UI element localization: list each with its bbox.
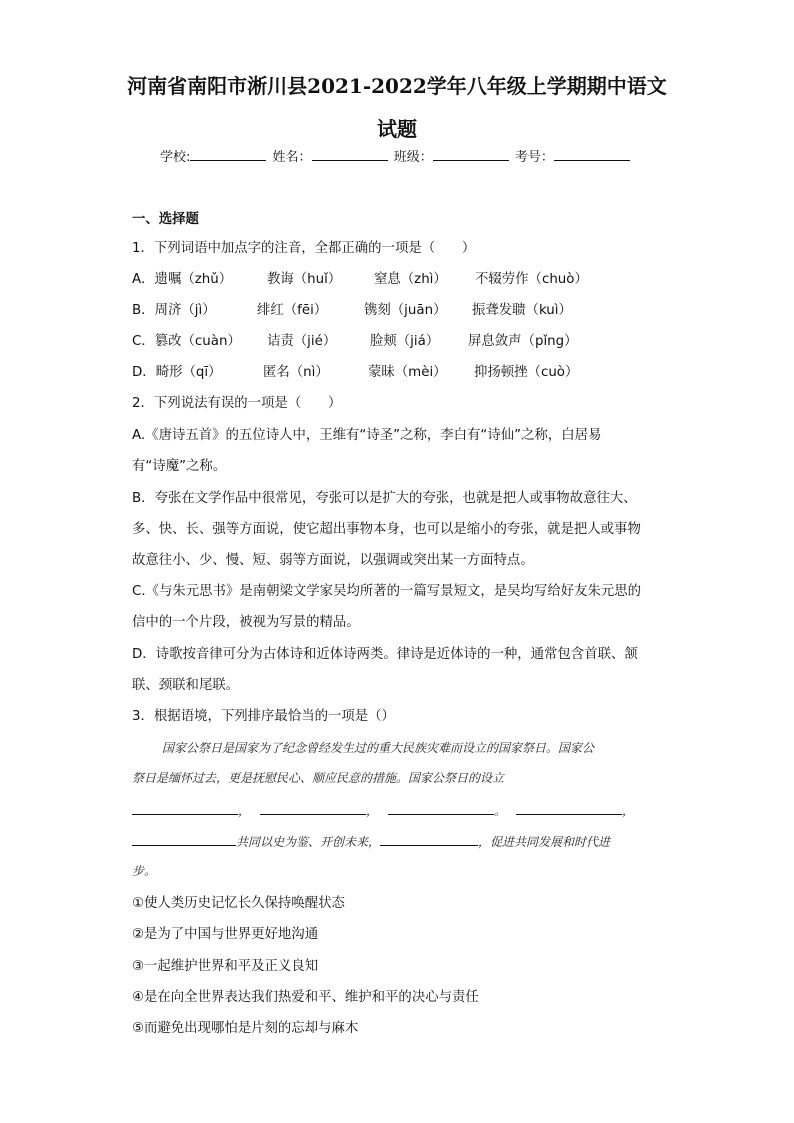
question-2-line: C.《与朱元思书》是南朝梁文学家吴均所著的一篇写景短文，是吴均写给好友朱元思的 xyxy=(132,584,642,599)
name-label: 姓名： xyxy=(272,150,312,165)
passage-punct: ， xyxy=(622,804,635,818)
number-field[interactable] xyxy=(554,146,630,161)
option-term: 不辍劳作（chuò） xyxy=(475,272,588,287)
answer-blank[interactable] xyxy=(132,801,238,815)
page-title-continued: 试题 xyxy=(377,117,417,141)
question-2-line: A.《唐诗五首》的五位诗人中，王维有“诗圣”之称，李白有“诗仙”之称，白居易 xyxy=(132,428,602,443)
answer-blank[interactable] xyxy=(260,801,366,815)
question-3-item: ②是为了中国与世界更好地沟通 xyxy=(132,927,319,942)
passage-punct: 。 xyxy=(494,804,507,818)
option-term: C．篡改（cuàn） xyxy=(132,334,241,349)
option-term: B．周济（jì） xyxy=(132,303,216,318)
option-term: 镌刻（juān） xyxy=(364,303,447,318)
question-1-stem: 1．下列词语中加点字的注音，全都正确的一项是（ ） xyxy=(132,241,476,256)
question-3-item: ③一起维护世界和平及正义良知 xyxy=(132,959,319,974)
option-term: 屏息敛声（pǐng） xyxy=(468,334,578,349)
passage-text: 共同以史为鉴、开创未来， xyxy=(236,835,381,849)
question-2-stem: 2．下列说法有误的一项是（ ） xyxy=(132,396,342,411)
option-term: 抑扬顿挫（cuò） xyxy=(474,365,579,380)
passage-punct: ， xyxy=(238,804,251,818)
question-2-line: 有“诗魔”之称。 xyxy=(132,459,227,474)
option-term: 窒息（zhì） xyxy=(374,272,447,287)
school-label: 学校: xyxy=(160,150,191,165)
question-2-line: 故意往小、少、慢、短、弱等方面说，以强调或突出某一方面特点。 xyxy=(132,553,534,568)
question-2-line: 多、快、长、强等方面说，使它超出事物本身，也可以是缩小的夸张，就是把人或事物 xyxy=(132,522,641,537)
option-term: 匿名（nì） xyxy=(263,365,329,380)
passage-punct: ， xyxy=(366,804,379,818)
name-field[interactable] xyxy=(312,146,388,161)
question-3-passage-blanks xyxy=(132,801,634,819)
option-term: 教诲（huǐ） xyxy=(267,272,342,287)
answer-blank[interactable] xyxy=(516,801,622,815)
answer-blank[interactable] xyxy=(132,832,236,846)
option-term: 振聋发聩（kuì） xyxy=(472,303,572,318)
option-term: D．畸形（qī） xyxy=(132,365,222,380)
question-3-passage-line: 祭日是缅怀过去，更是抚慰民心、顺应民意的措施。国家公祭日的设立 xyxy=(132,771,505,785)
question-3-passage-line: 国家公祭日是国家为了纪念曾经发生过的重大民族灾难而设立的国家祭日。国家公 xyxy=(162,741,595,755)
question-3-passage-line: 步。 xyxy=(132,864,157,878)
option-term: 诘责（jié） xyxy=(267,334,337,349)
option-term: A．遗嘱（zhǔ） xyxy=(132,272,233,287)
class-label: 班级： xyxy=(393,150,433,165)
question-2-line: 联、颈联和尾联。 xyxy=(132,678,240,693)
question-3-item: ④是在向全世界表达我们热爱和平、维护和平的决心与责任 xyxy=(132,990,479,1005)
class-field[interactable] xyxy=(433,146,509,161)
option-term: 绯红（fēi） xyxy=(257,303,328,318)
question-2-line: B．夸张在文学作品中很常见，夸张可以是扩大的夸张，也就是把人或事物故意往大、 xyxy=(132,491,637,506)
section-heading: 一、选择题 xyxy=(132,212,199,227)
student-info-row xyxy=(160,146,632,165)
answer-blank[interactable] xyxy=(388,801,494,815)
answer-blank[interactable] xyxy=(380,832,478,846)
question-3-item: ⑤而避免出现哪怕是片刻的忘却与麻木 xyxy=(132,1021,359,1036)
question-3-item: ①使人类历史记忆长久保持唤醒状态 xyxy=(132,896,345,911)
question-3-passage-blanks xyxy=(132,832,610,850)
number-label: 考号： xyxy=(514,150,554,165)
passage-text: ，促进共同发展和时代进 xyxy=(478,835,611,849)
option-term: 蒙昧（mèi） xyxy=(368,365,447,380)
question-2-line: 信中的一个片段，被视为写景的精品。 xyxy=(132,615,360,630)
question-2-line: D．诗歌按音律可分为古体诗和近体诗两类。律诗是近体诗的一种，通常包含首联、颔 xyxy=(132,647,638,662)
question-3-stem: 3．根据语境，下列排序最恰当的一项是（） xyxy=(132,709,395,724)
option-term: 脸颊（jiá） xyxy=(370,334,440,349)
school-field[interactable] xyxy=(190,146,266,161)
page-title: 河南省南阳市淅川县2021-2022学年八年级上学期期中语文 xyxy=(127,74,667,98)
